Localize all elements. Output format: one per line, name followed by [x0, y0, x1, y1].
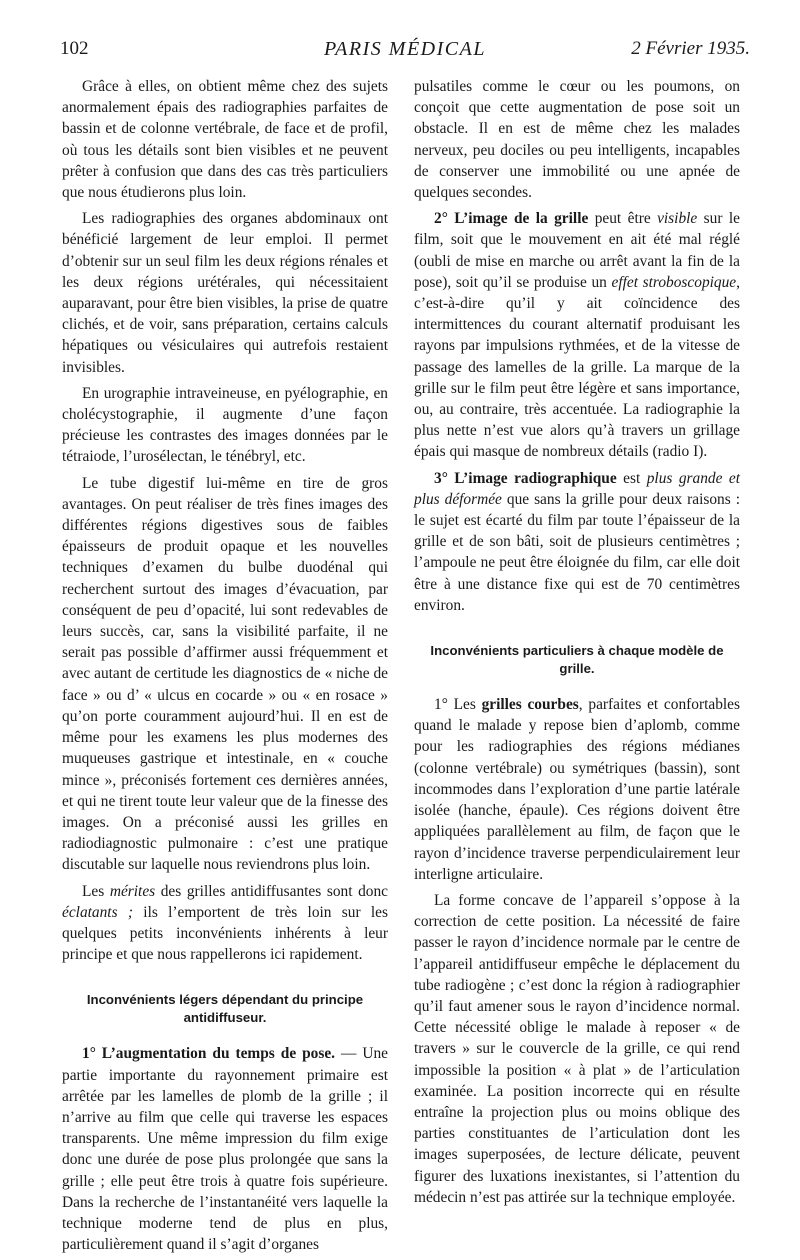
page-number: 102 — [60, 38, 89, 59]
page-header — [60, 38, 750, 68]
paragraph: 3° L’image radiographique est plus grande et plus déformée que sans la grille pour deux raisons : le sujet est écarté du film par toute l’épaisseur de la grille et de son bâti, soit de plusieurs centimètres ; l’ampoule ne peut être éloignée du film, car elle doit être à une distance fixe qui est de 70 centimètres environ. — [414, 469, 741, 614]
paragraph: La forme concave de l’appareil s’oppose à la correction de cette position. La nécessité de faire passer le rayon d’incidence normale par le centre de l’appareil antidiffuseur empêche le déplacement du tube radiogène ; c’est donc la région à radiographier qu’il faut amener sous le rayon d’incidence normal. Cette nécessité oblige le malade à reposer « de travers » sur le couvercle de la grille, ce qui rend impossible la position « à plat » de l’articulation examinée. La position incorrecte qui en résulte entraîne la projection plus ou moins oblique des parties constituantes de l’articulation dont les images superposées, de lecture délicate, peuvent figurer des luxations inexistantes, si l’attention du médecin n’est pas attirée sur la technique employée. — [414, 891, 740, 1206]
issue-date: 2 Février 1935. — [631, 38, 750, 59]
lead-in: grilles courbes — [481, 696, 579, 714]
paragraph: pulsatiles comme le cœur ou les poumons, on conçoit que cette augmentation de pose soit un obstacle. Il en est de même chez les malades nerveux, peu dociles ou peu intelligents, incapables de conserver une immobilité ou une apnée de quelques secondes. — [414, 78, 740, 202]
lead-in: 2° L’image de la grille — [434, 210, 589, 228]
paragraph: 1° Les grilles courbes, parfaites et confortables quand le malade y repose bien d’aplomb, comme pour les radiographies des régions médianes (colonne vertébrale) ou symétriques (bassin), sont incommodes dans l’exploration d’une partie latérale isolée (hanche, épaule). Ces régions doivent être appliquées parallèlement au film, de façon que le rayon d’incidence traverse perpendiculairement leur interligne articulaire. — [414, 696, 740, 883]
paragraph: 1° L’augmentation du temps de pose. — Une partie importante du rayonnement primaire est arrêtée par les lamelles de plomb de la grille ; il n’arrive au film que celle qui traverse les espaces transparents. Une même impression du film exige donc une durée de pose plus prolongée que sans la grille ; elle peut être trois à quatre fois supérieure. Dans la recherche de l’instantanéité vers laquelle la technique moderne tend de plus en plus, particulièrement quand il s’agit d’organes — [62, 1045, 388, 1254]
paragraph: 2° L’image de la grille peut être visible sur le film, soit que le mouvement en ait été mal réglé (oubli de mise en marche ou arrêt avant la fin de la pose), soit qu’il se produise un effet stroboscopique, c’est-à-dire qu’il y ait coïncidence des intermittences du courant alternatif produisant les rayons par impulsions rythmées, et de la vitesse de passage des lamelles de la grille. La marque de la grille sur le film peut être légère et sans importance, ou, au contraire, très accentuée. La radiographie la plus nette n’est vue alors qu’à travers un grillage épais qui masque de nombreux détails (radio I). — [414, 210, 740, 461]
lead-in: 1° L’augmentation du temps de pose. — [82, 1045, 336, 1063]
left-column — [62, 76, 388, 1260]
lead-in: 3° L’image radiographique — [434, 469, 617, 487]
section-heading: Inconvénients particuliers à chaque modèle de grille. — [430, 643, 724, 677]
paragraph: Grâce à elles, on obtient même chez des sujets anormalement épais des radiographies parfaites de bassin et de colonne vertébrale, de face et de profil, où tous les détails sont bien visibles et ne peuvent prêter à confusion que dans des cas très particuliers que nous étudierons plus loin. — [62, 78, 388, 202]
paragraph: Les mérites des grilles antidiffusantes sont donc éclatants ; ils l’emportent de très loin sur les quelques petits inconvénients inhérents à leur principe et que nous rappellerons ici rapidement. — [62, 882, 389, 964]
journal-title: PARIS MÉDICAL — [324, 38, 486, 60]
right-column — [414, 76, 740, 1213]
paragraph: Les radiographies des organes abdominaux ont bénéficié largement de leur emploi. Il permet d’obtenir sur un seul film les deux régions rénales et les deux régions urétérales, qui nécessitaient auparavant, pour être bien visibles, la prise de quatre clichés, et de voir, sans préparation, certains calculs hépatiques ou vésiculaires qui autrefois restaient invisibles. — [62, 210, 388, 376]
section-heading: Inconvénients légers dépendant du principe antidiffuseur. — [86, 992, 364, 1026]
paragraph: En urographie intraveineuse, en pyélographie, en cholécystographie, il augmente d’une façon précieuse les contrastes des images données par le tétraiode, l’urosélectan, le ténébryl, etc. — [62, 384, 388, 466]
paragraph: Le tube digestif lui-même en tire de gros avantages. On peut réaliser de très fines images des différentes régions digestives sous de faibles épaisseurs de produit opaque et les nouvelles techniques d’examen du bulbe duodénal qui recherchent surtout des images d’évacuation, par conséquent de peu d’opacité, lui sont redevables de leurs succès, car, sans la visibilité parfaite, il ne serait pas possible d’affirmer aussi fréquemment et avec autant de certitude les diagnostics de « niche de face » ou d’ « ulcus en cocarde » ou « en rosace » qu’on porte couramment aujourd’hui. Il en est de même pour les examens les plus modernes des muqueuses gastrique et intestinale, en « couche mince », préconisés fortement ces dernières années, et qui ne tirent toute leur valeur que de la finesse des images. On a préconisé aussi les grilles en radiodiagnostic pulmonaire : c’est une pratique discutable sur laquelle nous reviendrons plus loin. — [62, 474, 388, 874]
